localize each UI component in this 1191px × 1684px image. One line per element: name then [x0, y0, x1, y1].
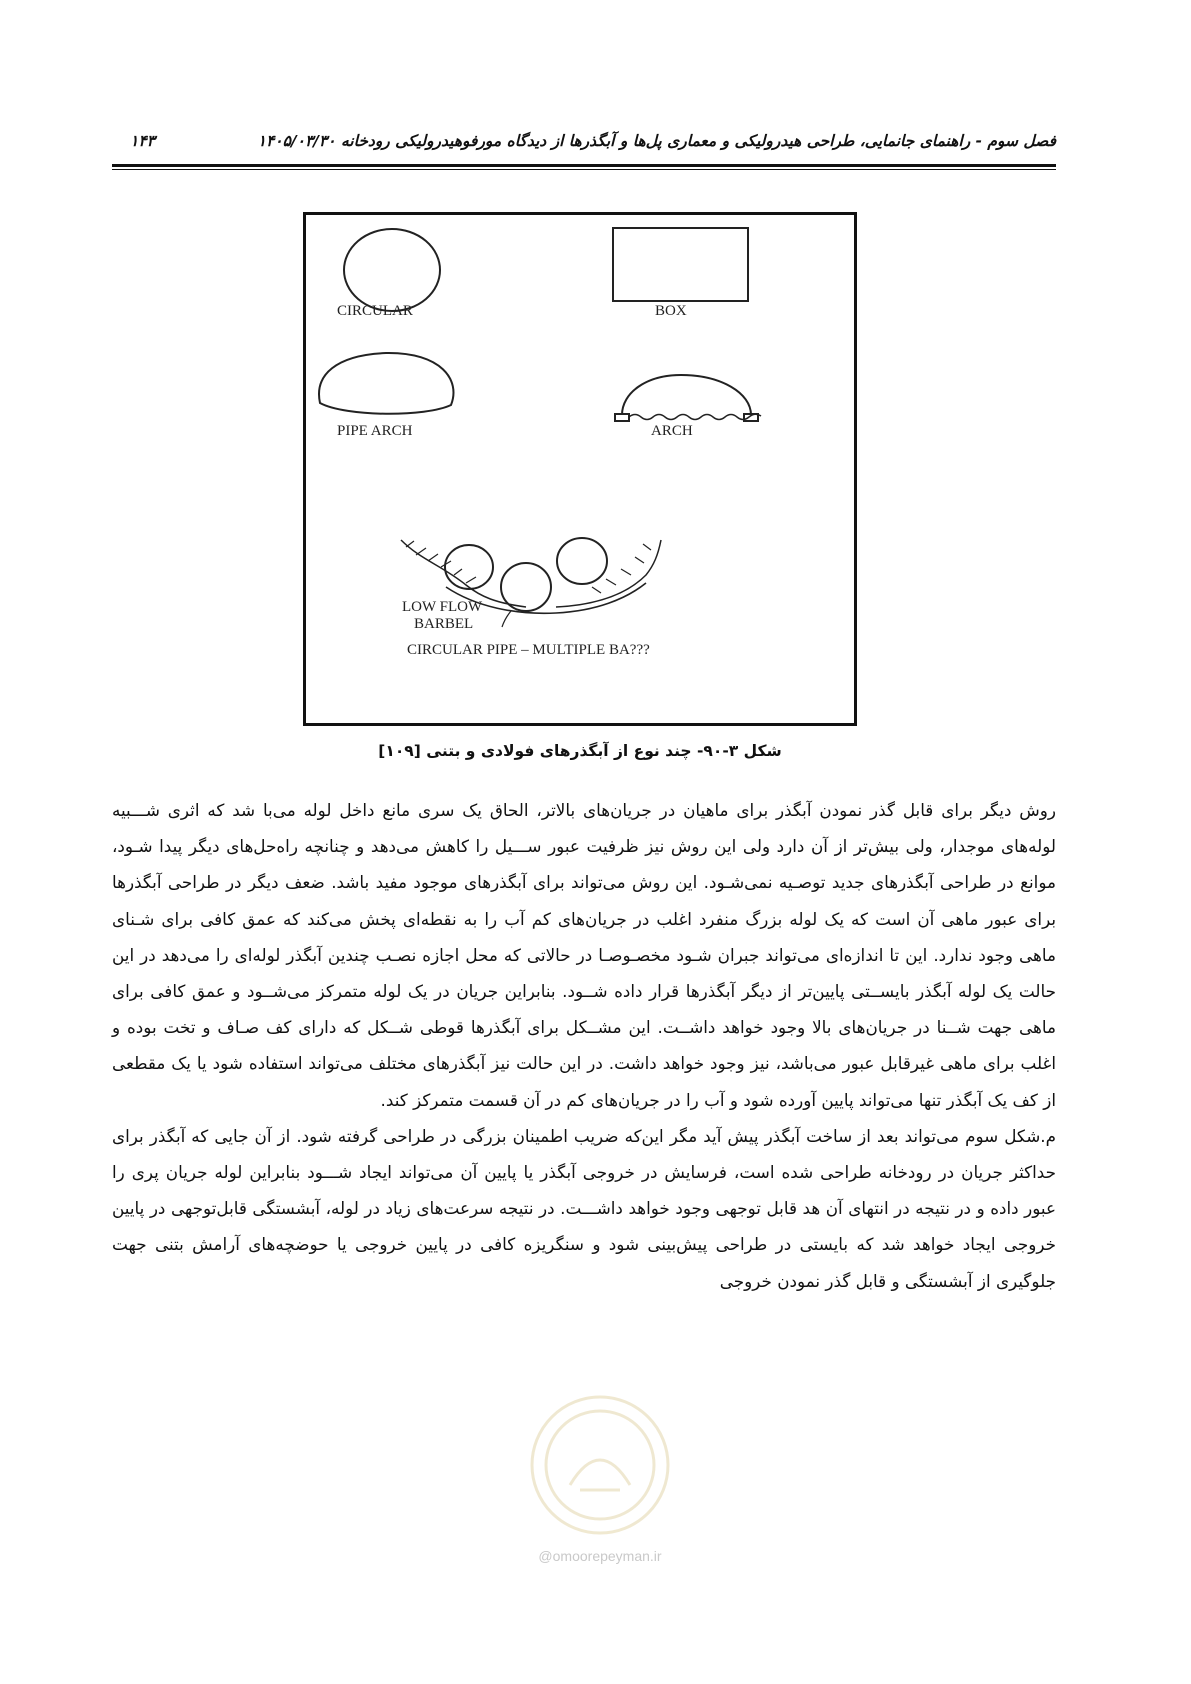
arch-stream-bed — [629, 414, 761, 419]
embankment-left-hatch — [406, 541, 476, 583]
label-barbel: BARBEL — [414, 616, 474, 632]
label-low-flow: LOW FLOW — [402, 599, 483, 615]
running-header — [112, 128, 1056, 168]
figure-frame — [303, 212, 857, 726]
figure-caption: شکل ۳-۹۰- چند نوع از آبگذرهای فولادی و بتنی [۱۰۹] — [378, 742, 782, 760]
header-title: فصل سوم - راهنمای جانمایی، طراحی هیدرولیکی و معماری پل‌ها و آبگذرها از دیدگاه مورفوهیدرولیکی رودخانه ۱۴۰۵/۰۳/۳۰ — [257, 132, 1056, 150]
body-text — [112, 792, 1056, 1299]
box-culvert-shape — [613, 228, 748, 301]
label-pipe-arch: PIPE ARCH — [337, 423, 413, 439]
paragraph-1: روش دیگر برای قابل گذر نمودن آبگذر برای ماهیان در جریان‌های بالاتر، الحاق یک سری مانع داخل لوله می‌با شد که اثری شـــبیه لوله‌های موجدار، ولی بیش‌تر از آن دارد ولی این روش نیز ظرفیت عبور ســـیل را کاهش می‌دهد و چنانچه راه‌حل‌های دیگر پیدا شـود، موانع در طراحی آبگذرهای جدید توصـیه نمی‌شـود. این روش می‌تواند برای آبگذرهای موجود مفید باشد. ضعف دیگر در طراحی آبگذرها برای عبور ماهی آن است که یک لوله بزرگ منفرد اغلب در جریان‌های کم آب را به نقطه‌ای پخش می‌کند که عمق کافی برای شـنای ماهی وجود ندارد. این تا اندازه‌ای می‌تواند جبران شـود مخصـوصـا در حالاتی که محل اجازه نصـب چندین آبگذر لوله‌ای را می‌دهد در این حالت یک لوله آبگذر بایســتی پایین‌تر از دیگر آبگذرها قرار داده شــود. بنابراین جریان در یک لوله متمرکز می‌شــود و عمق کافی برای ماهی جهت شــنا در جریان‌های بالا وجود خواهد داشــت. این مشــکل برای آبگذرها قوطی شــکل که دارای کف صـاف و تخت بوده و اغلب برای ماهی غیرقابل عبور می‌باشد، نیز وجود خواهد داشت. در این حالت نیز آبگذرهای مختلف می‌تواند استفاده شود یا یک مقطعی از کف یک آبگذر تنها می‌تواند پایین آورده شود و آب را در جریان‌های کم در آن قسمت متمرکز کند. — [112, 800, 1056, 1110]
circular-culvert-shape — [344, 229, 440, 311]
label-arch: ARCH — [651, 423, 693, 439]
watermark-seal-icon — [480, 1390, 720, 1540]
header-rule — [112, 164, 1056, 167]
embankment-right — [556, 540, 661, 607]
arch-footing-left — [615, 414, 629, 421]
label-box: BOX — [655, 303, 687, 319]
low-flow-barbel-leader — [502, 611, 511, 627]
multiple-pipe-center — [501, 563, 551, 611]
pipe-arch-culvert-shape — [319, 353, 453, 414]
label-multiple-pipes: CIRCULAR PIPE – MULTIPLE BA??? — [407, 642, 650, 658]
arch-culvert-shape — [622, 375, 751, 415]
paragraph-2: م.شکل سوم می‌تواند بعد از ساخت آبگذر پیش آید مگر این‌که ضریب اطمینان بزرگی در طراحی گرفته شود. از آن جایی که آبگذر برای حداکثر جریان در رودخانه طراحی شده است، فرسایش در خروجی آبگذر یا پایین آن می‌تواند ایجاد شـــود بنابراین لوله جریان پری را عبور داده و در نتیجه در انتهای آن هد قابل توجهی وجود خواهد داشـــت. در نتیجه سرعت‌های زیاد در لوله، آبشستگی قابل‌توجهی در پایین خروجی ایجاد خواهد شد که بایستی در طراحی پیش‌بینی شود و سنگریزه کافی در پایین خروجی یا حوضچه‌های آرامش بتنی جهت جلوگیری از آبشستگی و قابل گذر نمودن خروجی — [112, 1125, 1056, 1291]
label-circular: CIRCULAR — [337, 303, 413, 319]
multiple-pipe-right — [557, 538, 607, 584]
page-number: ۱۴۳ — [130, 132, 155, 150]
multiple-pipe-left — [445, 545, 493, 589]
header-rule-thin — [112, 169, 1056, 170]
watermark-url: @omoorepeyman.ir — [538, 1548, 662, 1564]
